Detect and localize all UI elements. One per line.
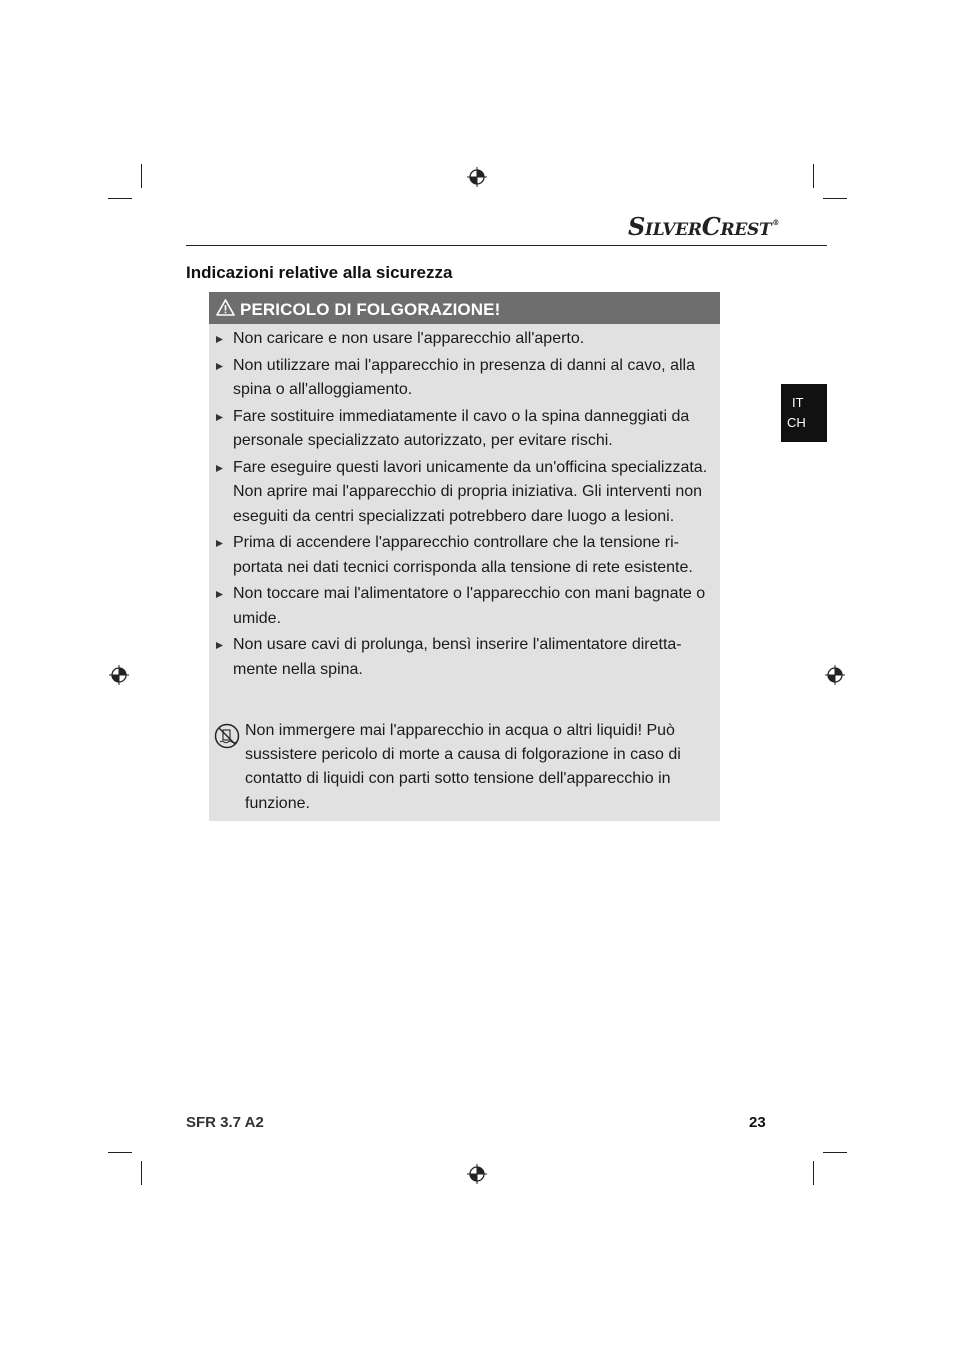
- list-item-text: Prima di accendere l'apparecchio controllare che la tensione ri-portata nei dati tecnici corrisponda alla tensione di rete esistente.: [233, 534, 693, 576]
- registration-mark-icon: [825, 665, 845, 685]
- brand-letter: C: [701, 212, 721, 241]
- registration-mark-icon: [109, 665, 129, 685]
- crop-mark: [108, 198, 132, 199]
- bullet-arrow-icon: [216, 336, 223, 343]
- language-code: IT: [792, 395, 804, 410]
- warning-heading-text: PERICOLO DI FOLGORAZIONE!: [240, 300, 501, 319]
- footer-model: SFR 3.7 A2: [186, 1114, 264, 1131]
- warning-list: [209, 327, 720, 684]
- list-item-text: Non toccare mai l'alimentatore o l'apparecchio con mani bagnate o umide.: [233, 585, 706, 627]
- warning-triangle-icon: [216, 299, 235, 316]
- list-item: [209, 582, 720, 631]
- language-code: CH: [787, 415, 806, 430]
- list-item: [209, 354, 720, 403]
- bullet-arrow-icon: [216, 414, 223, 421]
- bullet-arrow-icon: [216, 465, 223, 472]
- immersion-warning-text: Non immergere mai l'apparecchio in acqua o altri liquidi! Può sussistere pericolo di morte a causa di folgorazione in caso di contatto di liquidi con parti sotto tensione dell'apparecchio in funzione.: [245, 722, 681, 812]
- crop-mark: [813, 1161, 814, 1185]
- crop-mark: [823, 1152, 847, 1153]
- list-item-text: Fare sostituire immediatamente il cavo o la spina danneggiati da personale specializzato autorizzato, per evitare rischi.: [233, 407, 690, 449]
- warning-panel: [209, 292, 720, 821]
- brand-letters: ILVER: [645, 220, 702, 240]
- list-item-text: Fare eseguire questi lavori unicamente da un'officina specializzata. Non aprire mai l'apparecchio di propria iniziativa. Gli interventi non eseguiti da centri specializzati potrebbero dare luogo a lesioni.: [233, 458, 708, 525]
- list-item-text: Non caricare e non usare l'apparecchio all'aperto.: [233, 330, 585, 347]
- crop-mark: [823, 198, 847, 199]
- brand-letter: S: [628, 212, 646, 241]
- brand-letters: REST: [720, 220, 772, 240]
- registered-mark: ®: [772, 218, 780, 227]
- list-item: [209, 327, 720, 352]
- bullet-arrow-icon: [216, 540, 223, 547]
- language-tab: [781, 384, 827, 442]
- crop-mark: [813, 164, 814, 188]
- crop-mark: [141, 164, 142, 188]
- list-item-text: Non usare cavi di prolunga, bensì inserire l'alimentatore diretta-mente nella spina.: [233, 636, 682, 678]
- registration-mark-icon: [467, 167, 487, 187]
- section-title: Indicazioni relative alla sicurezza: [186, 263, 453, 282]
- no-immersion-icon: [214, 723, 240, 749]
- list-item-text: Non utilizzare mai l'apparecchio in presenza di danni al cavo, alla spina o all'alloggiamento.: [233, 356, 695, 398]
- header-divider: [186, 245, 827, 246]
- page-number: 23: [749, 1114, 766, 1131]
- registration-mark-icon: [467, 1164, 487, 1184]
- list-item: [209, 456, 720, 530]
- bullet-arrow-icon: [216, 642, 223, 649]
- bullet-arrow-icon: [216, 591, 223, 598]
- list-item: [209, 405, 720, 454]
- list-item: [209, 633, 720, 682]
- brand-logo: [628, 212, 780, 241]
- crop-mark: [141, 1161, 142, 1185]
- list-item: [209, 531, 720, 580]
- bullet-arrow-icon: [216, 363, 223, 370]
- warning-heading: [209, 292, 720, 324]
- crop-mark: [108, 1152, 132, 1153]
